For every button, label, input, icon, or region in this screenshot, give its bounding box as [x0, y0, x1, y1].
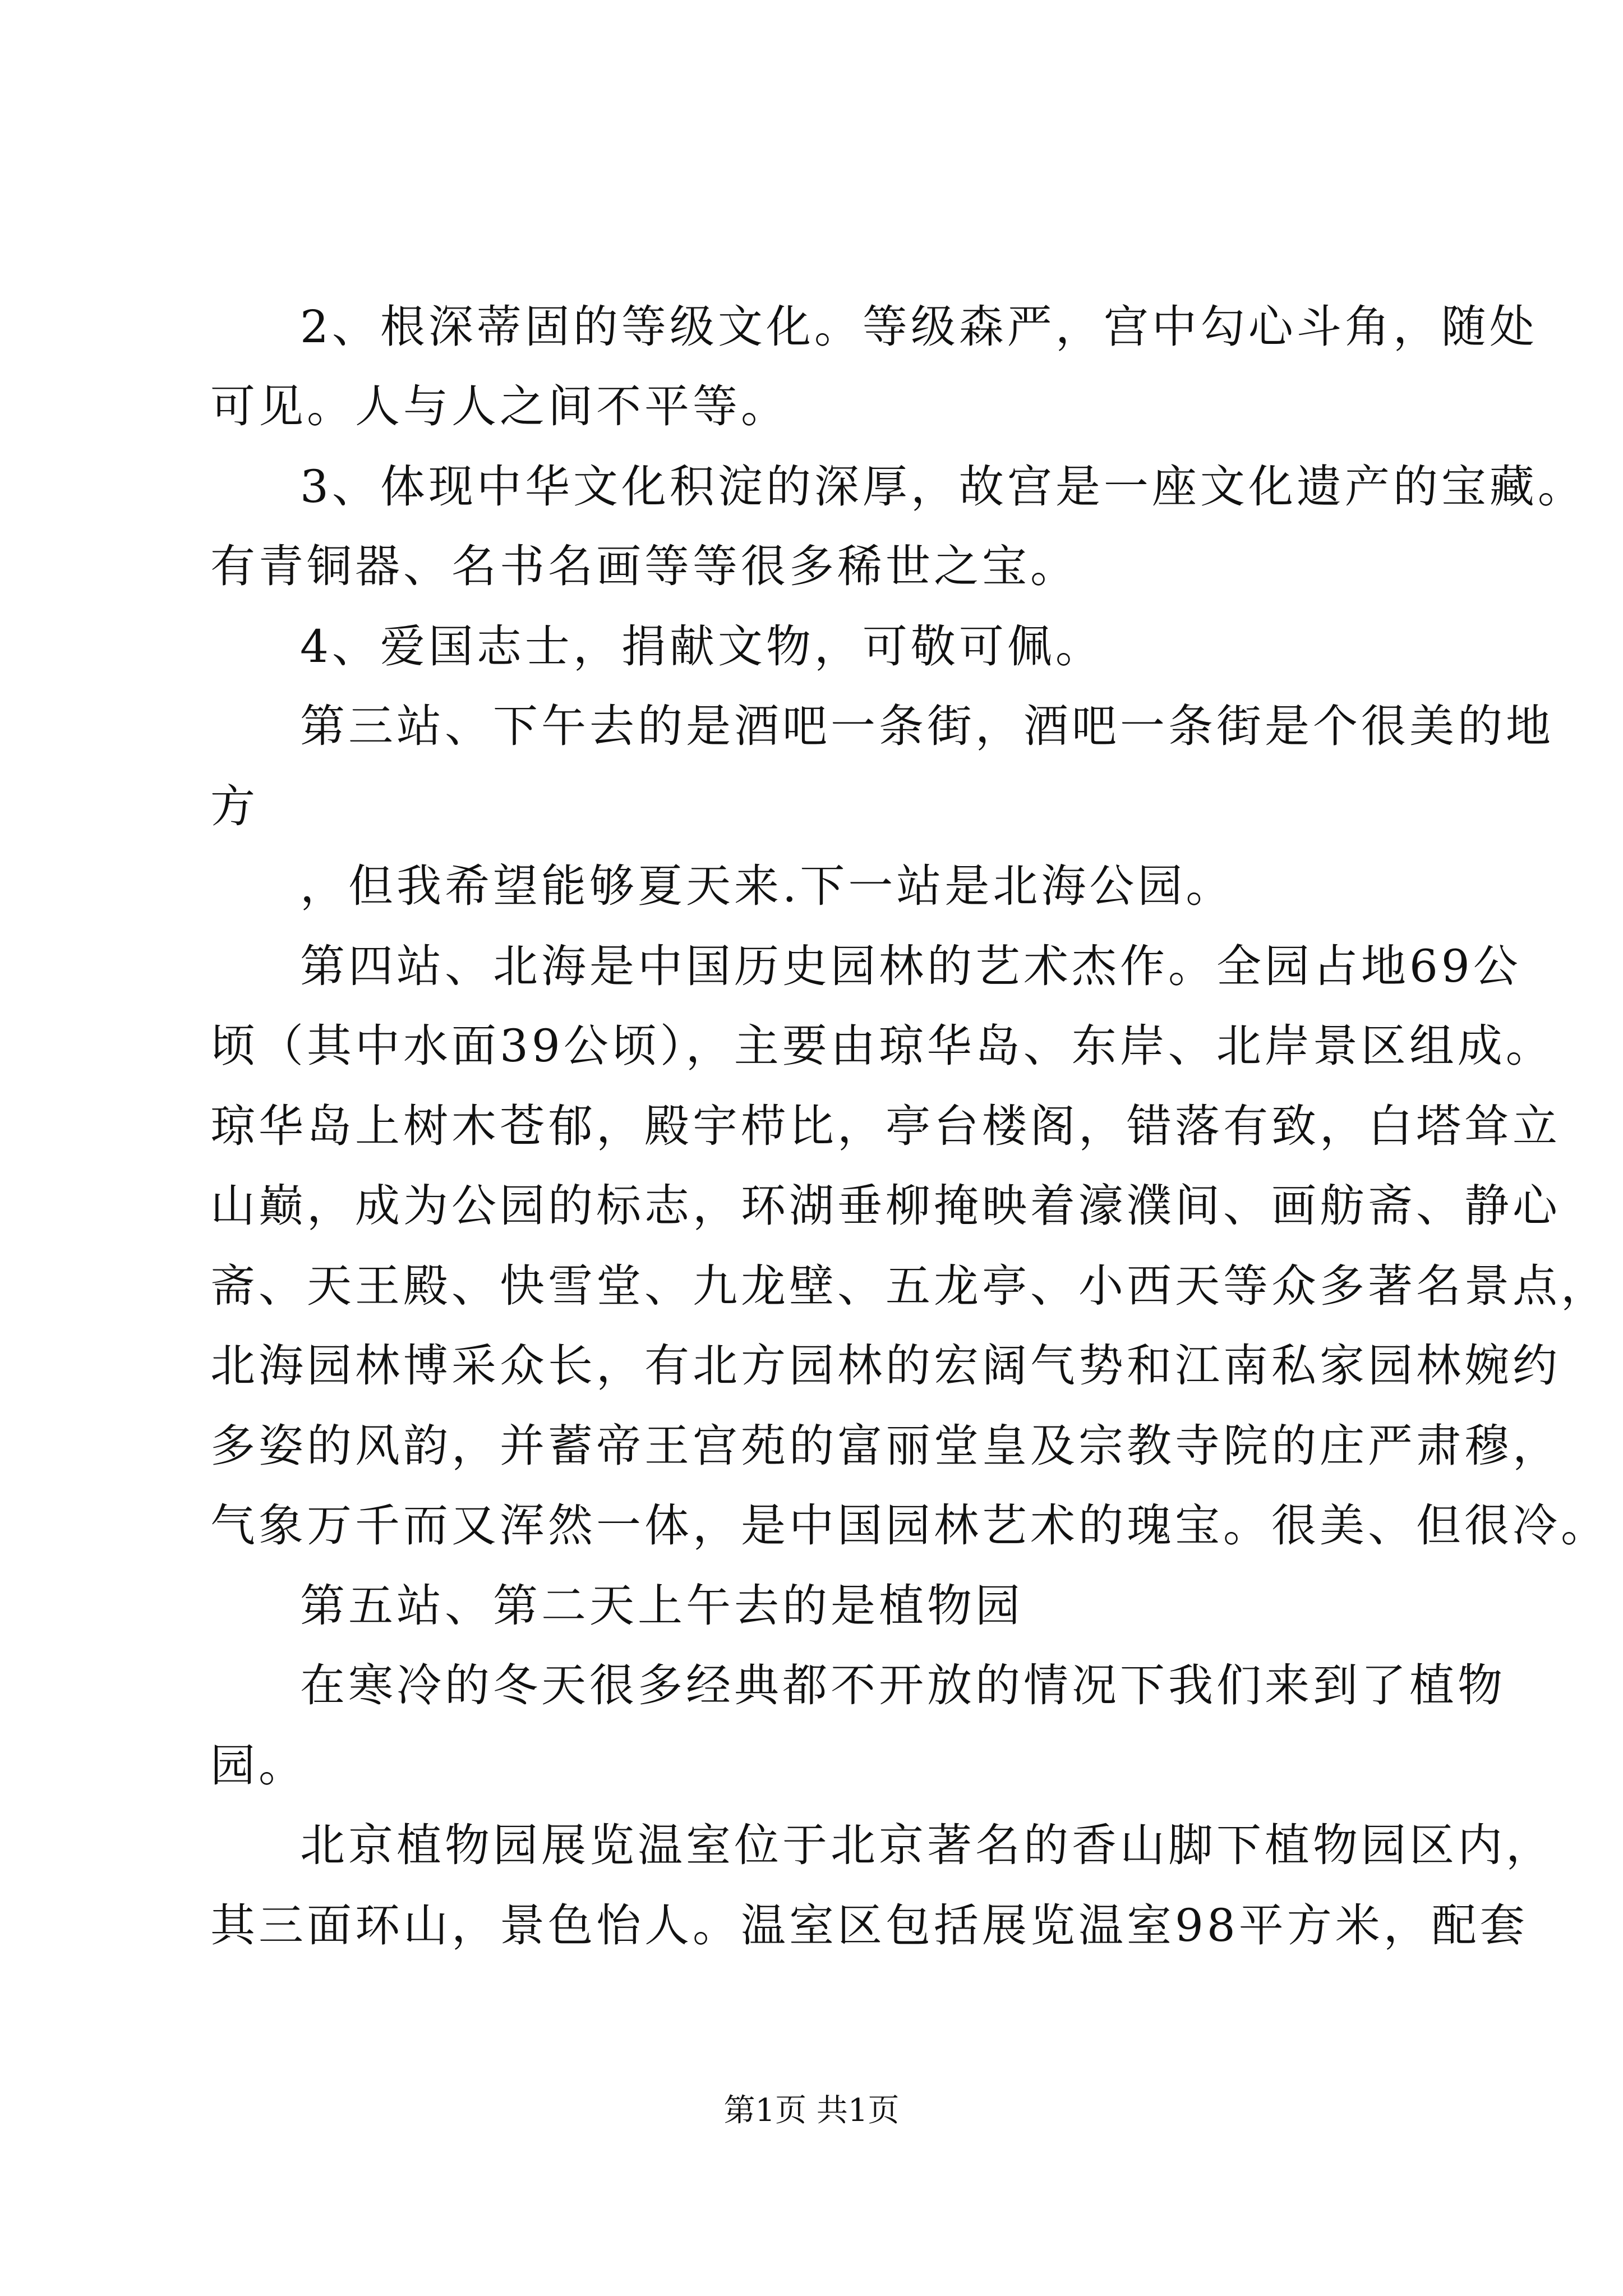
paragraph-line: 斋、天王殿、快雪堂、九龙壁、五龙亭、小西天等众多著名景点，	[210, 1260, 1609, 1312]
paragraph-line: 第四站、北海是中国历史园林的艺术杰作。全园占地69公	[300, 940, 1521, 992]
paragraph-line: 第三站、下午去的是酒吧一条街，酒吧一条街是个很美的地	[300, 700, 1554, 752]
paragraph-line: 园。	[210, 1740, 307, 1792]
paragraph-line: 4、爱国志士，捐献文物，可敬可佩。	[300, 620, 1104, 673]
paragraph-line: 其三面环山，景色怡人。温室区包括展览温室98平方米，配套	[210, 1899, 1528, 1952]
paragraph-line: ，但我希望能够夏天来.下一站是北海公园。	[300, 860, 1234, 912]
page-footer	[0, 2091, 1623, 2131]
paragraph-line: 3、体现中华文化积淀的深厚，故宫是一座文化遗产的宝藏。	[300, 461, 1586, 513]
paragraph-line: 北京植物园展览温室位于北京著名的香山脚下植物园区内，	[300, 1819, 1554, 1871]
paragraph-line: 可见。人与人之间不平等。	[210, 380, 789, 432]
paragraph-line: 山巅，成为公园的标志，环湖垂柳掩映着濠濮间、画舫斋、静心	[210, 1180, 1561, 1232]
paragraph-line: 琼华岛上树木苍郁，殿宇栉比，亭台楼阁，错落有致，白塔耸立	[210, 1100, 1561, 1152]
paragraph-line: 2、根深蒂固的等级文化。等级森严，宫中勾心斗角，随处	[300, 301, 1538, 353]
paragraph-line: 顷（其中水面39公顷），主要由琼华岛、东岸、北岸景区组成。	[210, 1020, 1554, 1072]
paragraph-line: 第五站、第二天上午去的是植物园	[300, 1580, 1023, 1632]
paragraph-line: 有青铜器、名书名画等等很多稀世之宝。	[210, 540, 1078, 592]
paragraph-line: 在寒冷的冬天很多经典都不开放的情况下我们来到了植物	[300, 1659, 1506, 1711]
paragraph-line: 多姿的风韵，并蓄帝王宫苑的富丽堂皇及宗教寺院的庄严肃穆，	[210, 1420, 1561, 1472]
page-number-label: 第1页 共1页	[723, 2092, 900, 2129]
paragraph-line: 北海园林博采众长，有北方园林的宏阔气势和江南私家园林婉约	[210, 1340, 1561, 1392]
paragraph-line: 方	[210, 780, 259, 832]
paragraph-line: 气象万千而又浑然一体，是中国园林艺术的瑰宝。很美、但很冷。	[210, 1499, 1609, 1552]
